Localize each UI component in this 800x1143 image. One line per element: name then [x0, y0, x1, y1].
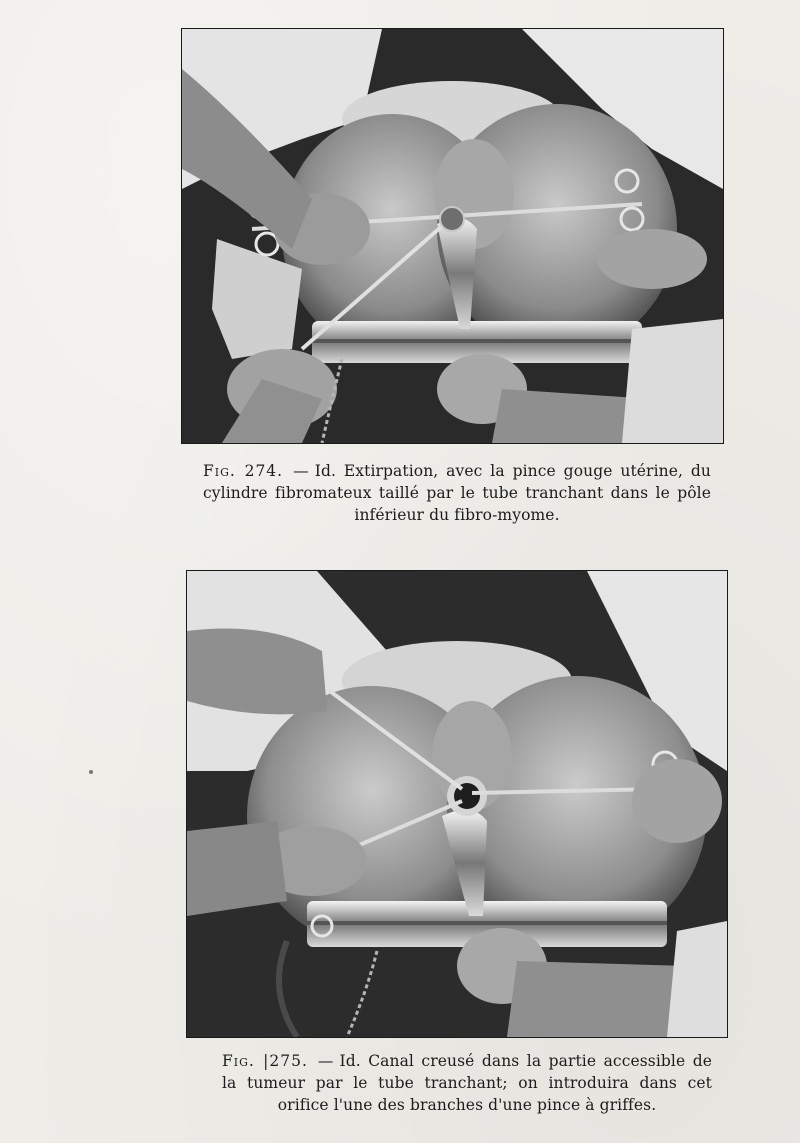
caption-dash: — [293, 462, 309, 480]
paper-speck [89, 770, 93, 774]
caption-text: Id. Canal creusé dans la partie accessible de la tumeur par le tube tranchant; on introduira dans cet orifice l'une des branches d'une pince à griffes. [222, 1052, 712, 1114]
photo-plate-fig-274 [182, 29, 723, 443]
figure-label: Fig. |275. [222, 1052, 308, 1070]
surgical-photograph-1 [182, 29, 723, 443]
caption-dash: — [317, 1052, 334, 1070]
figure-caption-275 [222, 1050, 712, 1116]
figure-caption-274 [203, 460, 711, 526]
caption-text: Id. Extirpation, avec la pince gouge utérine, du cylindre fibromateux taillé par le tube tranchant dans le pôle inférieur du fibro-myome. [203, 462, 711, 524]
figure-label: Fig. 274. [203, 462, 284, 480]
surgical-photograph-2 [187, 571, 727, 1037]
photo-plate-fig-275 [187, 571, 727, 1037]
